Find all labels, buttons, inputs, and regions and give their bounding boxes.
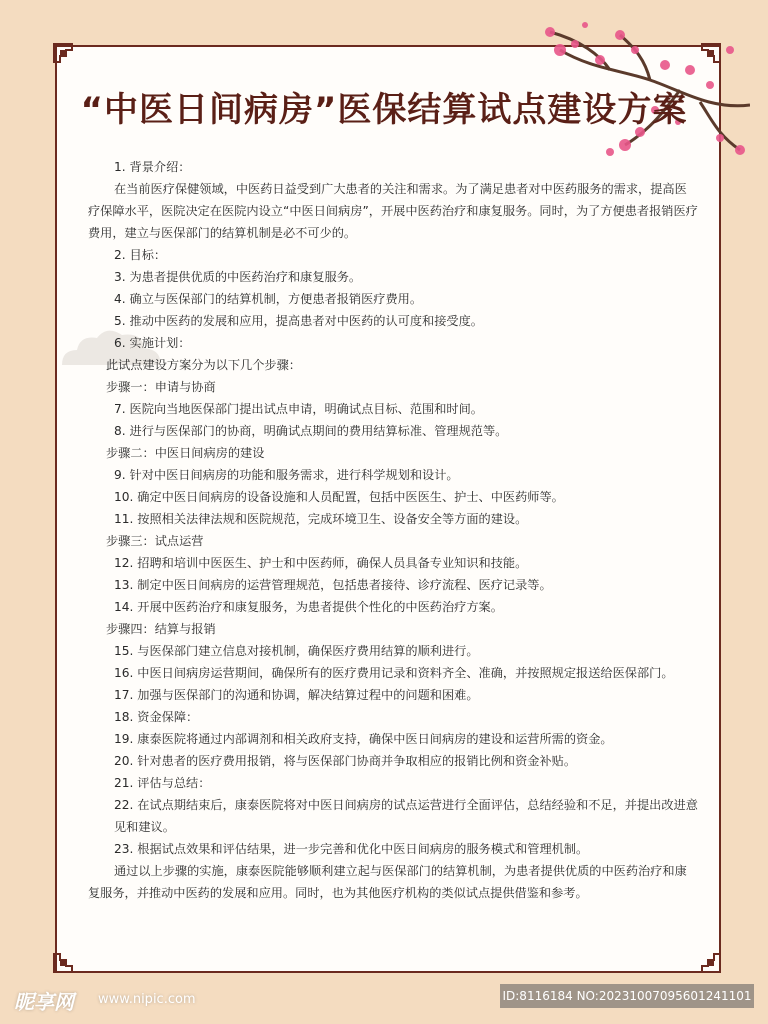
paragraph: 12. 招聘和培训中医医生、护士和中医药师，确保人员具备专业知识和技能。: [114, 556, 528, 570]
document-body: [88, 156, 698, 904]
paragraph: 9. 针对中医日间病房的功能和服务需求，进行科学规划和设计。: [114, 468, 459, 482]
paragraph: 通过以上步骤的实施，康泰医院能够顺利建立起与医保部门的结算机制，为患者提供优质的中医药治疗和康复服务，并推动中医药的发展和应用。同时，也为其他医疗机构的类似试点提供借鉴和参考。: [88, 864, 687, 900]
paragraph: 23. 根据试点效果和评估结果，进一步完善和优化中医日间病房的服务模式和管理机制。: [114, 842, 589, 856]
paragraph: 10. 确定中医日间病房的设备设施和人员配置，包括中医医生、护士、中医药师等。: [114, 490, 564, 504]
paragraph: 5. 推动中医药的发展和应用，提高患者对中医药的认可度和接受度。: [114, 314, 483, 328]
watermark-id: ID:8116184 NO:20231007095601241101: [500, 984, 754, 1008]
paragraph: 14. 开展中医药治疗和康复服务，为患者提供个性化的中医药治疗方案。: [114, 600, 503, 614]
paragraph: 6. 实施计划：: [114, 336, 191, 350]
paragraph: 3. 为患者提供优质的中医药治疗和康复服务。: [114, 270, 362, 284]
paragraph: 18. 资金保障：: [114, 710, 199, 724]
paragraph: 4. 确立与医保部门的结算机制，方便患者报销医疗费用。: [114, 292, 423, 306]
corner-ornament-bottom-right: [700, 952, 722, 974]
paragraph: 在当前医疗保健领域，中医药日益受到广大患者的关注和需求。为了满足患者对中医药服务的需求，提高医疗保障水平，医院决定在医院内设立“中医日间病房”，开展中医药治疗和康复服务。同时，为了方便患者报销医疗费用，建立与医保部门的结算机制是必不可少的。: [88, 182, 698, 240]
paragraph: 15. 与医保部门建立信息对接机制，确保医疗费用结算的顺利进行。: [114, 644, 479, 658]
page-title: “中医日间病房”医保结算试点建设方案: [80, 90, 688, 130]
paragraph: 21. 评估与总结：: [114, 776, 211, 790]
paragraph: 22. 在试点期结束后，康泰医院将对中医日间病房的试点运营进行全面评估，总结经验和不足，并提出改进意见和建议。: [114, 798, 698, 834]
corner-ornament-top-left: [52, 42, 74, 64]
paragraph: 11. 按照相关法律法规和医院规范，完成环境卫生、设备安全等方面的建设。: [114, 512, 528, 526]
step-heading: 步骤一：申请与协商: [106, 380, 216, 394]
corner-ornament-bottom-left: [52, 952, 74, 974]
paragraph: 2. 目标：: [114, 248, 167, 262]
paragraph: 16. 中医日间病房运营期间，确保所有的医疗费用记录和资料齐全、准确，并按照规定报送给医保部门。: [114, 666, 674, 680]
paragraph: 8. 进行与医保部门的协商，明确试点期间的费用结算标准、管理规范等。: [114, 424, 508, 438]
paragraph: 此试点建设方案分为以下几个步骤：: [106, 358, 301, 372]
paragraph: 1. 背景介绍：: [114, 160, 191, 174]
paragraph: 7. 医院向当地医保部门提出试点申请，明确试点目标、范围和时间。: [114, 402, 483, 416]
watermark-url: www.nipic.com: [98, 992, 196, 1007]
paragraph: 13. 制定中医日间病房的运营管理规范，包括患者接待、诊疗流程、医疗记录等。: [114, 578, 552, 592]
paragraph: 17. 加强与医保部门的沟通和协调，解决结算过程中的问题和困难。: [114, 688, 479, 702]
step-heading: 步骤四：结算与报销: [106, 622, 216, 636]
step-heading: 步骤二：中医日间病房的建设: [106, 446, 265, 460]
watermark-logo: 昵享网: [14, 990, 74, 1014]
step-heading: 步骤三：试点运营: [106, 534, 204, 548]
paragraph: 19. 康泰医院将通过内部调剂和相关政府支持，确保中医日间病房的建设和运营所需的资金。: [114, 732, 613, 746]
paragraph: 20. 针对患者的医疗费用报销，将与医保部门协商并争取相应的报销比例和资金补贴。: [114, 754, 577, 768]
